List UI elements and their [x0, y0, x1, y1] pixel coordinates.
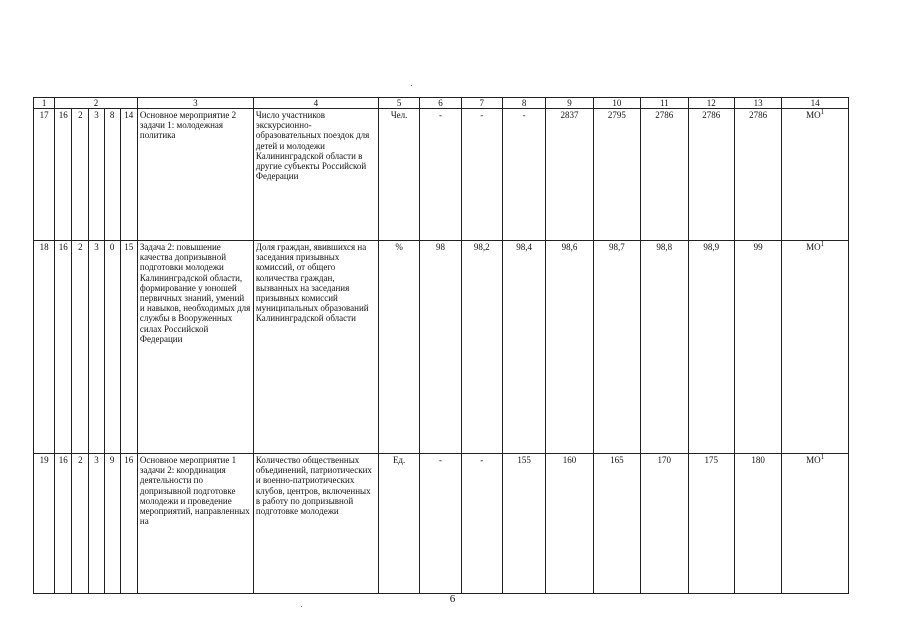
page-number: 6: [449, 593, 456, 605]
code-cell: 16: [55, 109, 72, 241]
activity-cell: Задача 2: повышение качества допризывной подготовки молодежи Калининградской области, формирование у юношей первичных знаний, умений и навыков, необходимых для службы в Вооруженных силах Российской Федерации: [137, 241, 253, 454]
value-cell: -: [461, 454, 502, 594]
header-cell-12: 12: [688, 98, 734, 109]
row-number: 19: [34, 454, 55, 594]
activity-cell: Основное мероприятие 1 задачи 2: координация деятельности по допризывной подготовке молодежи и проведение мероприятий, направленных на: [137, 454, 253, 594]
value-cell: 98,7: [593, 241, 640, 454]
activity-cell: Основное мероприятие 2 задачи 1: молодежная политика: [137, 109, 253, 241]
value-cell: 98,9: [688, 241, 734, 454]
header-cell-11: 11: [641, 98, 688, 109]
value-cell: 2786: [734, 109, 781, 241]
value-cell: 175: [688, 454, 734, 594]
code-cell: 2: [72, 454, 89, 594]
code-cell: 14: [120, 109, 137, 241]
header-cell-8: 8: [502, 98, 545, 109]
indicator-cell: Количество общественных объединений, патриотических и военно-патриотических клубов, центров, включенных в работу по допризывной подготовке молодежи: [253, 454, 378, 594]
responsible-label: МО: [806, 455, 821, 465]
header-cell-7: 7: [461, 98, 502, 109]
code-cell: 2: [72, 109, 89, 241]
value-cell: 160: [546, 454, 593, 594]
indicator-cell: Число участников экскурсионно-образовательных поездок для детей и молодежи Калининградской области в другие субъекты Российской Федерации: [253, 109, 378, 241]
value-cell: 98,8: [641, 241, 688, 454]
value-cell: 98,6: [546, 241, 593, 454]
unit-cell: Ед.: [378, 454, 419, 594]
code-cell: 2: [72, 241, 89, 454]
unit-cell: Чел.: [378, 109, 419, 241]
table-row: [34, 241, 849, 454]
code-cell: 3: [89, 454, 104, 594]
code-cell: 3: [89, 241, 104, 454]
responsible-cell: [782, 454, 849, 594]
responsible-label: МО: [806, 242, 821, 252]
value-cell: 2837: [546, 109, 593, 241]
footnote-marker: 1: [820, 240, 825, 248]
header-cell-4: 4: [253, 98, 378, 109]
indicators-table: [33, 97, 849, 594]
code-cell: 3: [89, 109, 104, 241]
value-cell: 2795: [593, 109, 640, 241]
table-row: [34, 109, 849, 241]
value-cell: 2786: [641, 109, 688, 241]
responsible-cell: [782, 241, 849, 454]
header-cell-10: 10: [593, 98, 640, 109]
code-cell: 16: [55, 454, 72, 594]
header-cell-3: 3: [137, 98, 253, 109]
code-cell: 16: [55, 241, 72, 454]
header-cell-13: 13: [734, 98, 781, 109]
value-cell: 165: [593, 454, 640, 594]
value-cell: -: [420, 109, 461, 241]
responsible-cell: [782, 109, 849, 241]
header-cell-6: 6: [420, 98, 461, 109]
header-cell-14: 14: [782, 98, 849, 109]
footnote-marker: 1: [820, 108, 825, 116]
value-cell: 2786: [688, 109, 734, 241]
value-cell: -: [420, 454, 461, 594]
scan-speck: [411, 85, 412, 86]
unit-cell: %: [378, 241, 419, 454]
code-cell: 15: [120, 241, 137, 454]
value-cell: 98: [420, 241, 461, 454]
value-cell: -: [502, 109, 545, 241]
value-cell: 170: [641, 454, 688, 594]
row-number: 17: [34, 109, 55, 241]
indicator-cell: Доля граждан, явившихся на заседания призывных комиссий, от общего количества граждан, вызванных на заседания призывных комиссий муниципальных образований Калининградской области: [253, 241, 378, 454]
code-cell: 9: [104, 454, 120, 594]
header-cell-2: 2: [55, 98, 138, 109]
responsible-label: МО: [806, 110, 821, 120]
header-cell-1: 1: [34, 98, 55, 109]
code-cell: 0: [104, 241, 120, 454]
row-number: 18: [34, 241, 55, 454]
footnote-marker: 1: [820, 453, 825, 461]
value-cell: 180: [734, 454, 781, 594]
header-cell-9: 9: [546, 98, 593, 109]
table-row: [34, 454, 849, 594]
scan-speck: [301, 606, 302, 607]
value-cell: 98,2: [461, 241, 502, 454]
code-cell: 16: [120, 454, 137, 594]
value-cell: 98,4: [502, 241, 545, 454]
value-cell: -: [461, 109, 502, 241]
header-row: [34, 98, 849, 109]
code-cell: 8: [104, 109, 120, 241]
header-cell-5: 5: [378, 98, 419, 109]
value-cell: 155: [502, 454, 545, 594]
value-cell: 99: [734, 241, 781, 454]
